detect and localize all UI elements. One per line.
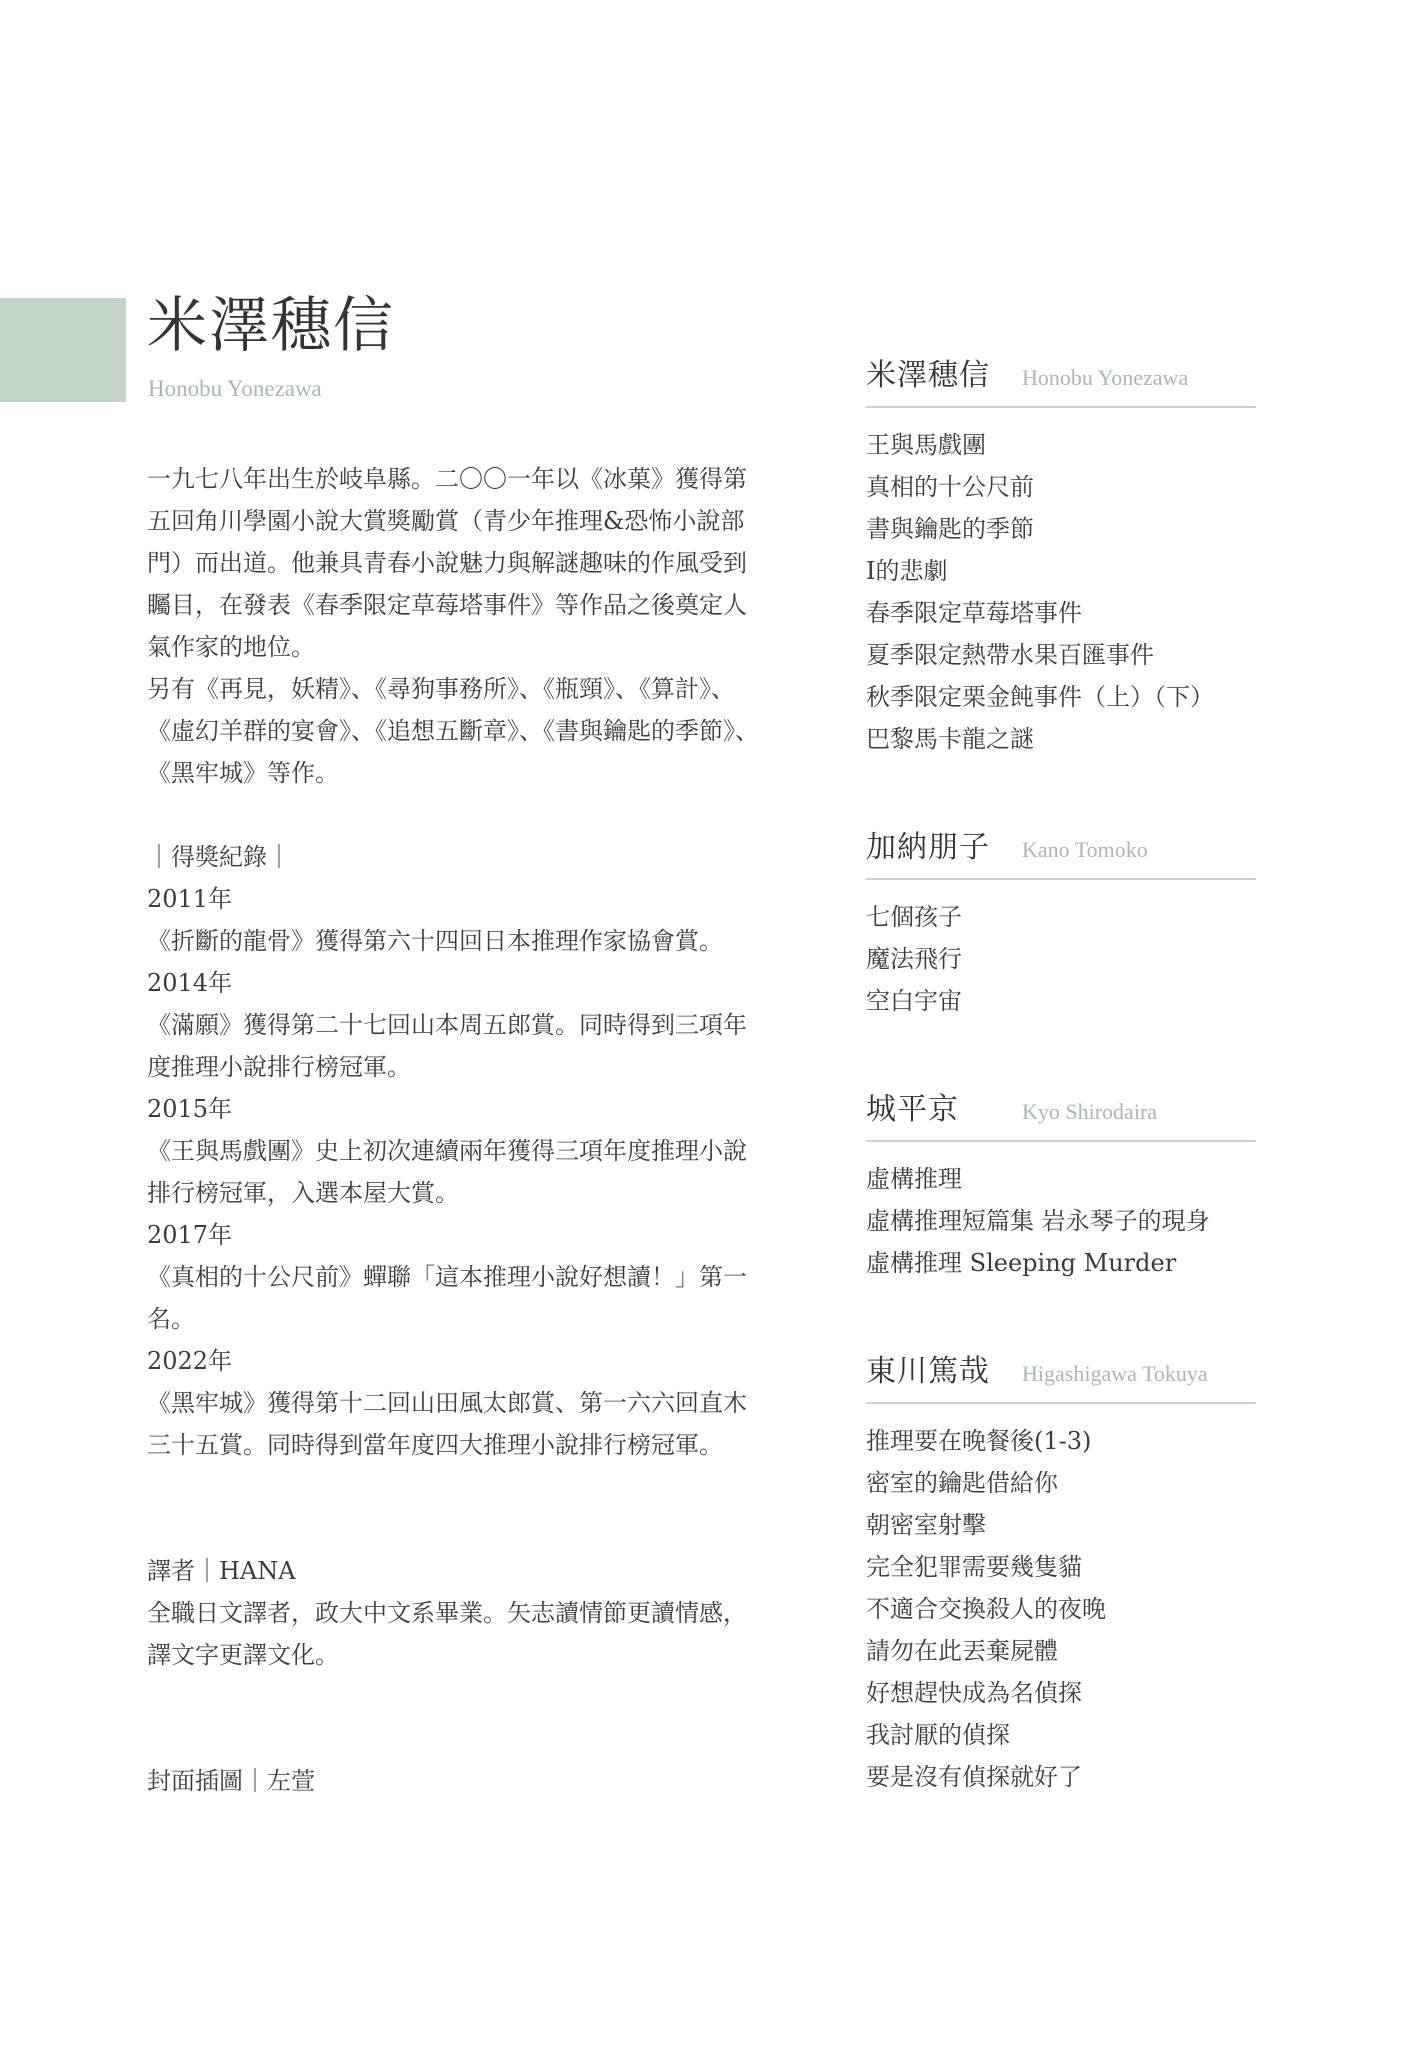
section-author-name: 米澤穗信 xyxy=(866,358,990,393)
book-list xyxy=(866,1158,1256,1284)
book-title: 要是沒有偵探就好了 xyxy=(866,1763,1082,1791)
author-name: 米澤穗信 xyxy=(147,291,395,361)
bibliography-column xyxy=(866,350,1256,1798)
award-text: 《真相的十公尺前》蟬聯「這本推理小說好想讀！」第一名。 xyxy=(147,1263,747,1333)
book-title: 密室的鑰匙借給你 xyxy=(866,1469,1058,1497)
bio-paragraph: 另有《再見，妖精》、《尋狗事務所》、《瓶頸》、《算計》、《虛幻羊群的宴會》、《追想五斷章》、《書與鑰匙的季節》、《黑牢城》等作。 xyxy=(147,675,759,787)
accent-block xyxy=(0,298,126,402)
author-section xyxy=(866,1084,1256,1284)
section-author-romaji: Higashigawa Tokuya xyxy=(1022,1361,1208,1386)
section-author-name: 東川篤哉 xyxy=(866,1354,990,1389)
book-title: 春季限定草莓塔事件 xyxy=(866,599,1082,627)
book-title: 夏季限定熱帶水果百匯事件 xyxy=(866,641,1154,669)
awards-list xyxy=(147,878,767,1466)
book-title: 秋季限定栗金飩事件（上）（下） xyxy=(866,683,1214,711)
book-title: 不適合交換殺人的夜晚 xyxy=(866,1595,1106,1623)
book-list xyxy=(866,896,1256,1022)
book-title: 七個孩子 xyxy=(866,903,962,931)
author-section xyxy=(866,1346,1256,1798)
book-title: 請勿在此丟棄屍體 xyxy=(866,1637,1058,1665)
translator-label: 譯者｜HANA xyxy=(147,1557,296,1585)
award-year: 2017年 xyxy=(147,1221,233,1249)
section-header xyxy=(866,350,1256,408)
book-title: 魔法飛行 xyxy=(866,945,962,973)
award-year: 2011年 xyxy=(147,885,233,913)
book-title: 虛構推理 Sleeping Murder xyxy=(866,1249,1177,1277)
section-author-name: 加納朋子 xyxy=(866,830,990,865)
bio-paragraph: 一九七八年出生於岐阜縣。二〇〇一年以《冰菓》獲得第五回角川學園小說大賞獎勵賞（青少年推理&恐怖小說部門）而出道。他兼具青春小說魅力與解謎趣味的作風受到矚目，在發表《春季限定草莓塔事件》等作品之後奠定人氣作家的地位。 xyxy=(147,465,747,661)
award-year: 2015年 xyxy=(147,1095,233,1123)
section-author-romaji: Kano Tomoko xyxy=(1022,837,1148,862)
award-text: 《黑牢城》獲得第十二回山田風太郎賞、第一六六回直木三十五賞。同時得到當年度四大推理小說排行榜冠軍。 xyxy=(147,1389,747,1459)
section-author-romaji: Honobu Yonezawa xyxy=(1022,365,1189,390)
book-title: 書與鑰匙的季節 xyxy=(866,515,1034,543)
section-header xyxy=(866,1084,1256,1142)
translator-bio: 全職日文譯者，政大中文系畢業。矢志讀情節更讀情感，譯文字更譯文化。 xyxy=(147,1599,747,1669)
section-author-name: 城平京 xyxy=(866,1092,959,1127)
section-header xyxy=(866,1346,1256,1404)
awards-heading: ｜得獎紀錄｜ xyxy=(147,843,291,871)
award-text: 《滿願》獲得第二十七回山本周五郎賞。同時得到三項年度推理小說排行榜冠軍。 xyxy=(147,1011,747,1081)
book-title: I的悲劇 xyxy=(866,557,948,585)
award-year: 2022年 xyxy=(147,1347,233,1375)
book-title: 真相的十公尺前 xyxy=(866,473,1034,501)
book-title: 朝密室射擊 xyxy=(866,1511,986,1539)
award-year: 2014年 xyxy=(147,969,233,997)
book-list xyxy=(866,1420,1256,1798)
book-list xyxy=(866,424,1256,760)
book-title: 推理要在晚餐後(1-3) xyxy=(866,1427,1092,1455)
book-title: 完全犯罪需要幾隻貓 xyxy=(866,1553,1082,1581)
book-title: 虛構推理短篇集 岩永琴子的現身 xyxy=(866,1207,1210,1235)
award-text: 《王與馬戲團》史上初次連續兩年獲得三項年度推理小說排行榜冠軍，入選本屋大賞。 xyxy=(147,1137,747,1207)
book-title: 虛構推理 xyxy=(866,1165,962,1193)
cover-illustrator: 封面插圖｜左萱 xyxy=(147,1767,315,1795)
book-title: 我討厭的偵探 xyxy=(866,1721,1010,1749)
section-author-romaji: Kyo Shirodaira xyxy=(1022,1099,1158,1124)
author-section xyxy=(866,350,1256,760)
author-romaji: Honobu Yonezawa xyxy=(148,376,322,401)
section-header xyxy=(866,822,1256,880)
book-title: 空白宇宙 xyxy=(866,987,962,1015)
author-section xyxy=(866,822,1256,1022)
award-text: 《折斷的龍骨》獲得第六十四回日本推理作家協會賞。 xyxy=(147,927,723,955)
author-bio-column xyxy=(147,458,767,1802)
book-title: 王與馬戲團 xyxy=(866,431,986,459)
book-title: 好想趕快成為名偵探 xyxy=(866,1679,1082,1707)
book-title: 巴黎馬卡龍之謎 xyxy=(866,725,1034,753)
